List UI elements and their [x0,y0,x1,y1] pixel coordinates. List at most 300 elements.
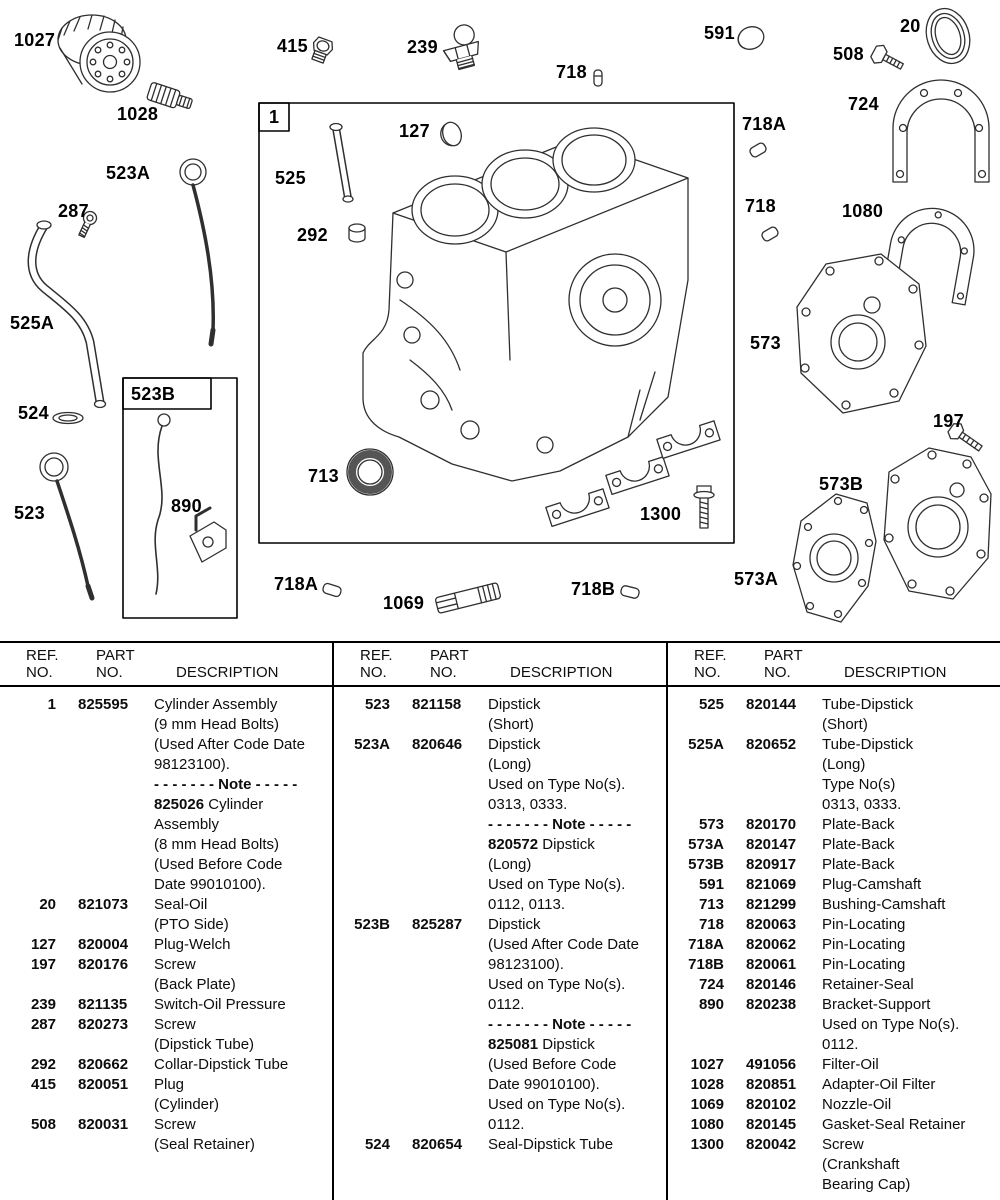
plate-back-573a-drawing [793,494,876,622]
description-cell [154,915,332,935]
header-ref-line1: REF. [360,647,393,664]
ref-no-cell [0,795,56,815]
description-cell [822,935,1000,955]
ref-no-cell: 20 [39,896,56,913]
ref-no-cell [334,715,390,735]
table-row [334,755,666,775]
part-no-cell [78,775,154,795]
table-header-2 [334,643,666,687]
part-label-718-right: 718 [745,196,776,216]
description-cell [822,1035,1000,1055]
part-no-cell [78,1095,154,1115]
header-part-no [96,647,135,681]
ref-no-cell: 890 [698,996,724,1013]
part-no-cell: 820238 [746,996,797,1013]
table-row [334,995,666,1015]
part-no-cell [78,855,154,875]
description-cell [822,1155,1000,1175]
part-label-1027: 1027 [14,30,56,50]
ref-no-cell [0,755,56,775]
ref-no-cell [334,1115,390,1135]
description-cell [822,915,1000,935]
description-bold-text: 825026 [154,796,209,813]
ref-no-cell [668,715,724,735]
table-row [668,755,1000,775]
table-row [0,1015,332,1035]
ref-no-cell [334,835,390,855]
header-part-line2: NO. [764,664,791,681]
part-no-cell [412,715,488,735]
description-cell [488,855,666,875]
ref-no-cell [668,1155,724,1175]
description-cell [488,1075,666,1095]
table-row [0,1075,332,1095]
part-no-cell [746,1035,822,1055]
header-ref-line2: NO. [360,664,387,681]
part-no-cell: 820662 [78,1056,129,1073]
part-no-cell: 820917 [746,856,797,873]
part-no-cell [746,1155,822,1175]
ref-no-cell: 591 [698,876,724,893]
table-row [668,1075,1000,1095]
part-no-cell [746,795,822,815]
table-row [668,1175,1000,1195]
table-row [668,1015,1000,1035]
ref-no-cell: 127 [30,936,56,953]
description-text: (Crankshaft [822,1156,900,1173]
table-row [0,715,332,735]
description-text: 98123100). [488,956,564,973]
part-no-cell [412,815,488,835]
assembly-box-label-1: 1 [269,107,280,127]
description-cell [822,815,1000,835]
part-no-cell: 820652 [746,736,797,753]
table-row [0,1055,332,1075]
description-cell [488,795,666,815]
description-cell [822,855,1000,875]
part-no-cell [412,1015,488,1035]
part-no-cell: 821135 [78,996,128,1013]
table-row [668,955,1000,975]
header-ref-line2: NO. [26,664,53,681]
ref-no-cell [334,995,390,1015]
description-text: (Used Before Code [154,856,283,873]
header-description: DESCRIPTION [510,664,613,681]
table-row [334,935,666,955]
part-no-cell [746,1015,822,1035]
table-row [334,975,666,995]
description-cell [154,735,332,755]
table-row [0,975,332,995]
table-row [0,735,332,755]
part-no-cell [412,1095,488,1115]
table-row [0,935,332,955]
ref-no-cell [668,775,724,795]
part-label-415: 415 [277,36,308,56]
table-row [0,855,332,875]
description-cell [822,1115,1000,1135]
part-no-cell [746,1175,822,1195]
part-label-239: 239 [407,37,438,57]
part-no-cell: 820031 [78,1116,129,1133]
part-label-573b: 573B [819,474,864,494]
description-text: (Short) [488,716,534,733]
part-label-20: 20 [900,16,921,36]
part-label-1028: 1028 [117,104,159,124]
description-cell [488,875,666,895]
table-row [668,775,1000,795]
description-text: Tube-Dipstick [822,696,914,713]
table-row [334,735,666,755]
ref-no-cell [0,915,56,935]
retainer-seal-drawing [893,80,989,182]
description-cell [154,955,332,975]
oil-filter-drawing [58,15,140,92]
ref-no-cell [668,795,724,815]
description-text: (Cylinder) [154,1096,220,1113]
plate-back-573-drawing [797,254,926,413]
part-no-cell: 821299 [746,896,797,913]
description-bold-text: - - - - - - - Note - - - - - [488,816,632,833]
description-text: Bracket-Support [822,996,931,1013]
ref-no-cell: 718B [688,956,724,973]
description-text: Plug [154,1076,185,1093]
table-row [668,835,1000,855]
ref-no-cell [0,875,56,895]
description-cell [822,715,1000,735]
part-no-cell [78,975,154,995]
table-row [668,815,1000,835]
description-text: Used on Type No(s). [488,1096,626,1113]
part-label-718-top: 718 [556,62,587,82]
parts-table-column-1 [0,643,332,1200]
table-row [668,995,1000,1015]
description-cell [154,855,332,875]
table-row [334,715,666,735]
part-no-cell: 820004 [78,936,129,953]
plate-back-573b-drawing [884,448,991,599]
description-text: Cylinder [208,796,264,813]
part-no-cell [412,995,488,1015]
table-row [0,755,332,775]
ref-no-cell [334,875,390,895]
oil-pressure-switch-drawing [438,22,484,72]
parts-table [0,641,1000,1200]
description-cell [488,735,666,755]
description-text: (Used After Code Date [488,936,639,953]
description-cell [154,775,332,795]
part-label-713: 713 [308,466,339,486]
description-cell [822,1075,1000,1095]
table-row [334,795,666,815]
part-no-cell [412,775,488,795]
description-text: Tube-Dipstick [822,736,914,753]
ref-no-cell [334,1095,390,1115]
description-text: (Long) [488,756,532,773]
table-row [668,715,1000,735]
description-cell [822,1135,1000,1155]
ref-no-cell: 1069 [690,1096,724,1113]
pin-locating-718a-right-drawing [749,142,768,159]
part-no-cell [412,795,488,815]
part-label-292: 292 [297,225,328,245]
description-cell [822,755,1000,775]
description-cell [822,1055,1000,1075]
part-label-1080: 1080 [842,201,884,221]
table-row [334,835,666,855]
table-row [334,1055,666,1075]
pin-locating-top-drawing [594,70,602,86]
description-bold-text: - - - - - - - Note - - - - - [488,1016,632,1033]
ref-no-cell [0,715,56,735]
ref-no-cell: 718 [698,916,724,933]
description-cell [154,875,332,895]
description-text: Plug-Welch [154,936,231,953]
part-no-cell [78,715,154,735]
ref-no-cell [334,935,390,955]
part-label-1069: 1069 [383,593,425,613]
ref-no-cell [668,1015,724,1035]
table-row [334,895,666,915]
description-text: Filter-Oil [822,1056,879,1073]
part-no-cell: 820147 [746,836,797,853]
description-cell [822,835,1000,855]
part-label-523b: 523B [131,384,176,404]
ref-no-cell: 239 [30,996,56,1013]
table-row [0,815,332,835]
description-text: Collar-Dipstick Tube [154,1056,289,1073]
table-row [0,955,332,975]
description-cell [488,695,666,715]
description-cell [154,1075,332,1095]
description-cell [488,995,666,1015]
description-cell [154,795,332,815]
header-ref-no [694,647,727,681]
description-text: 0112. [488,1116,525,1133]
ref-no-cell [334,1075,390,1095]
description-cell [822,695,1000,715]
description-cell [488,835,666,855]
ref-no-cell [0,815,56,835]
ref-no-cell [0,735,56,755]
part-label-523: 523 [14,503,45,523]
description-cell [154,1015,332,1035]
header-ref-line1: REF. [26,647,59,664]
part-no-cell [412,935,488,955]
description-cell [822,895,1000,915]
description-text: 0313, 0333. [822,796,902,813]
description-cell [822,1015,1000,1035]
part-label-127: 127 [399,121,430,141]
part-no-cell [412,955,488,975]
header-ref-line1: REF. [694,647,727,664]
ref-no-cell [334,975,390,995]
part-no-cell [78,1035,154,1055]
ref-no-cell [334,1015,390,1035]
description-cell [822,775,1000,795]
part-no-cell [746,755,822,775]
description-text: Adapter-Oil Filter [822,1076,936,1093]
table-row [334,695,666,715]
table-row [0,835,332,855]
description-cell [822,995,1000,1015]
description-text: Screw [154,1116,196,1133]
description-text: Dipstick [542,1036,595,1053]
table-row [668,1095,1000,1115]
ref-no-cell [334,815,390,835]
ref-no-cell [334,895,390,915]
table-row [334,1015,666,1035]
screw-seal-retainer-drawing [869,43,907,76]
description-text: Bushing-Camshaft [822,896,946,913]
ref-no-cell: 415 [30,1076,56,1093]
table-row [334,1035,666,1055]
part-no-cell: 820145 [746,1116,797,1133]
part-no-cell [746,775,822,795]
table-row [0,1095,332,1115]
ref-no-cell: 523B [354,916,390,933]
description-text: Seal-Dipstick Tube [488,1136,614,1153]
description-cell [154,835,332,855]
description-bold-text: - - - - - - - Note - - - - - [154,776,298,793]
description-cell [488,1055,666,1075]
ref-no-cell [0,855,56,875]
part-no-cell: 821158 [412,696,462,713]
part-no-cell [78,1135,154,1155]
description-cell [488,755,666,775]
part-label-718a-left: 718A [274,574,319,594]
description-text: Dipstick [488,696,541,713]
description-cell [488,895,666,915]
part-no-cell: 820176 [78,956,129,973]
description-text: Plug-Camshaft [822,876,922,893]
part-label-525: 525 [275,168,306,188]
table-row [334,955,666,975]
table-row [668,1135,1000,1155]
table-row [0,895,332,915]
table-row [668,1115,1000,1135]
header-part-no [764,647,803,681]
description-cell [488,975,666,995]
table-row [0,775,332,795]
description-cell [154,815,332,835]
ref-no-cell [0,1035,56,1055]
part-no-cell: 820170 [746,816,797,833]
description-text: Used on Type No(s). [488,976,626,993]
header-ref-line2: NO. [694,664,721,681]
table-row [0,875,332,895]
table-header-3 [668,643,1000,687]
header-part-line2: NO. [430,664,457,681]
table-row [668,795,1000,815]
description-text: Dipstick [488,916,541,933]
part-no-cell: 820061 [746,956,797,973]
part-no-cell: 821069 [746,876,797,893]
header-part-line1: PART [96,647,135,664]
description-text: Pin-Locating [822,936,906,953]
part-label-573a: 573A [734,569,779,589]
description-cell [822,1175,1000,1195]
pin-locating-718a-left-drawing [322,582,342,597]
table-row [668,935,1000,955]
table-row [668,1035,1000,1055]
description-text: Used on Type No(s). [488,776,626,793]
ref-no-cell [334,955,390,975]
part-no-cell [78,795,154,815]
description-cell [488,715,666,735]
header-part-line2: NO. [96,664,123,681]
ref-no-cell: 523A [354,736,390,753]
part-no-cell [78,755,154,775]
part-no-cell: 820144 [746,696,797,713]
table-row [0,695,332,715]
header-part-line1: PART [764,647,803,664]
dipstick-tube-short-drawing [330,124,353,203]
description-cell [154,755,332,775]
table-row [334,875,666,895]
part-no-cell [412,1055,488,1075]
bushing-camshaft-drawing [347,449,393,495]
table-row [334,915,666,935]
ref-no-cell: 525 [698,696,724,713]
header-ref-no [360,647,393,681]
ref-no-cell [334,855,390,875]
table-header-1 [0,643,332,687]
description-text: Plate-Back [822,816,895,833]
table-row [668,895,1000,915]
part-no-cell [412,975,488,995]
table-rows-1 [0,687,332,1155]
ref-no-cell: 1028 [690,1076,724,1093]
description-text: Type No(s) [822,776,896,793]
plug-welch-drawing [438,120,465,149]
description-cell [822,735,1000,755]
table-row [334,1135,666,1155]
part-no-cell: 820273 [78,1016,129,1033]
part-no-cell [78,815,154,835]
description-cell [154,995,332,1015]
description-text: (Seal Retainer) [154,1136,255,1153]
table-row [0,1135,332,1155]
description-cell [154,895,332,915]
ref-no-cell: 1080 [690,1116,724,1133]
plug-cylinder-drawing [308,36,335,64]
part-no-cell [412,855,488,875]
description-cell [822,795,1000,815]
table-row [668,855,1000,875]
description-cell [822,955,1000,975]
table-row [668,915,1000,935]
ref-no-cell [0,975,56,995]
table-row [0,1035,332,1055]
part-no-cell: 820851 [746,1076,797,1093]
ref-no-cell: 197 [30,956,56,973]
ref-no-cell [0,1095,56,1115]
ref-no-cell: 713 [698,896,724,913]
description-text: 0112, 0113. [488,896,566,913]
ref-no-cell [334,775,390,795]
table-row [668,875,1000,895]
ref-no-cell [668,755,724,775]
description-text: 0112. [488,996,525,1013]
description-cell [488,955,666,975]
description-cell [154,1115,332,1135]
description-text: Bearing Cap) [822,1176,911,1193]
description-cell [488,1135,666,1155]
dipstick-long-drawing [180,159,213,344]
part-no-cell [412,875,488,895]
table-row [0,915,332,935]
